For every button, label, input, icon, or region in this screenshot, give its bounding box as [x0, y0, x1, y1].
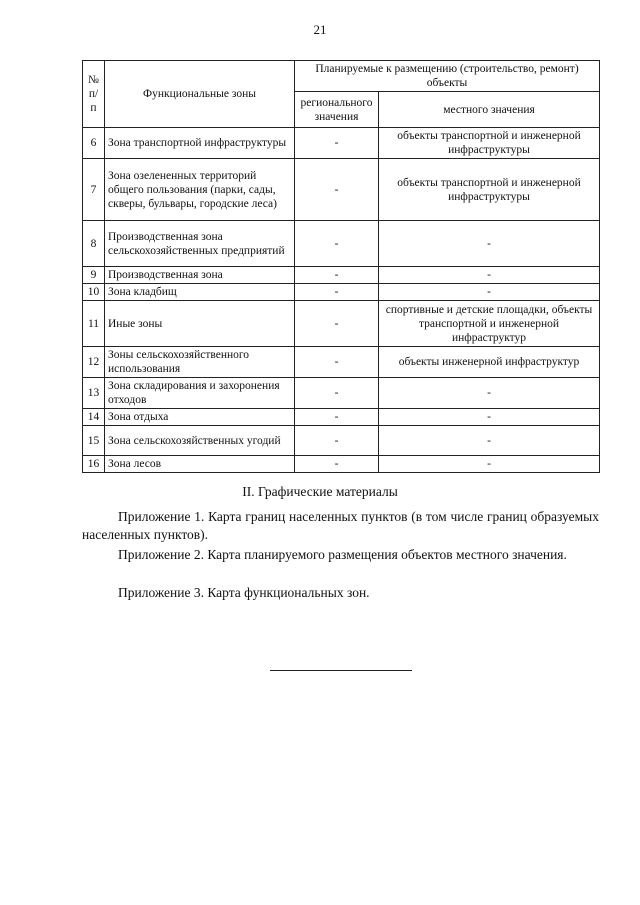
section-title: II. Графические материалы [242, 484, 398, 499]
table-row [83, 128, 600, 159]
row-num: 7 [83, 159, 105, 221]
table-row [83, 347, 600, 378]
row-regional: - [295, 426, 379, 456]
row-num: 6 [83, 128, 105, 159]
row-local: - [379, 221, 600, 267]
row-zone: Зоны сельскохозяйственного использования [105, 347, 295, 378]
table-row [83, 284, 600, 301]
appendix-paragraph-1 [82, 508, 599, 544]
row-local: - [379, 426, 600, 456]
row-local: - [379, 409, 600, 426]
row-zone: Зона складирования и захоронения отходов [105, 378, 295, 409]
row-regional: - [295, 221, 379, 267]
row-num: 9 [83, 267, 105, 284]
row-num: 16 [83, 456, 105, 473]
table-row [83, 301, 600, 347]
row-zone: Зона кладбищ [105, 284, 295, 301]
table-header-row [83, 61, 600, 92]
row-zone: Зона отдыха [105, 409, 295, 426]
row-zone: Зона лесов [105, 456, 295, 473]
row-zone: Зона транспортной инфраструктуры [105, 128, 295, 159]
row-num: 15 [83, 426, 105, 456]
row-local: объекты инженерной инфраструктур [379, 347, 600, 378]
row-num: 14 [83, 409, 105, 426]
row-num: 8 [83, 221, 105, 267]
header-local: местного значения [379, 92, 600, 128]
row-local: объекты транспортной и инженерной инфраструктуры [379, 128, 600, 159]
row-local: - [379, 267, 600, 284]
page-number: 21 [313, 22, 327, 37]
header-num: № п/п [83, 61, 105, 128]
header-zone: Функциональные зоны [105, 61, 295, 128]
row-local: объекты транспортной и инженерной инфраструктуры [379, 159, 600, 221]
table-row [83, 378, 600, 409]
row-regional: - [295, 284, 379, 301]
row-zone: Производственная зона сельскохозяйственных предприятий [105, 221, 295, 267]
row-regional: - [295, 128, 379, 159]
row-zone: Зона озелененных территорий общего пользования (парки, сады, скверы, бульвары, городские леса) [105, 159, 295, 221]
appendix-text: Приложение 1. Карта границ населенных пунктов (в том числе границ образуемых населенных пунктов). [82, 509, 599, 542]
row-regional: - [295, 456, 379, 473]
table-row [83, 456, 600, 473]
row-zone: Зона сельскохозяйственных угодий [105, 426, 295, 456]
row-num: 12 [83, 347, 105, 378]
header-planned: Планируемые к размещению (строительство, ремонт) объекты [295, 61, 600, 92]
appendix-text: Приложение 3. Карта функциональных зон. [118, 585, 370, 600]
table-row [83, 221, 600, 267]
row-num: 13 [83, 378, 105, 409]
row-local: - [379, 456, 600, 473]
header-regional: регионального значения [295, 92, 379, 128]
appendix-paragraph-2 [82, 546, 599, 564]
row-num: 11 [83, 301, 105, 347]
row-local: - [379, 284, 600, 301]
row-regional: - [295, 267, 379, 284]
table-row [83, 409, 600, 426]
row-local: спортивные и детские площадки, объекты транспортной и инженерной инфраструктур [379, 301, 600, 347]
row-regional: - [295, 409, 379, 426]
table-row [83, 426, 600, 456]
functional-zones-table [82, 60, 600, 473]
row-num: 10 [83, 284, 105, 301]
table-row [83, 159, 600, 221]
row-regional: - [295, 159, 379, 221]
closing-rule [270, 670, 412, 671]
row-local: - [379, 378, 600, 409]
row-regional: - [295, 301, 379, 347]
appendix-paragraph-3 [82, 584, 599, 602]
row-regional: - [295, 347, 379, 378]
row-zone: Производственная зона [105, 267, 295, 284]
row-zone: Иные зоны [105, 301, 295, 347]
table-row [83, 267, 600, 284]
row-regional: - [295, 378, 379, 409]
appendix-text: Приложение 2. Карта планируемого размещения объектов местного значения. [118, 547, 567, 562]
